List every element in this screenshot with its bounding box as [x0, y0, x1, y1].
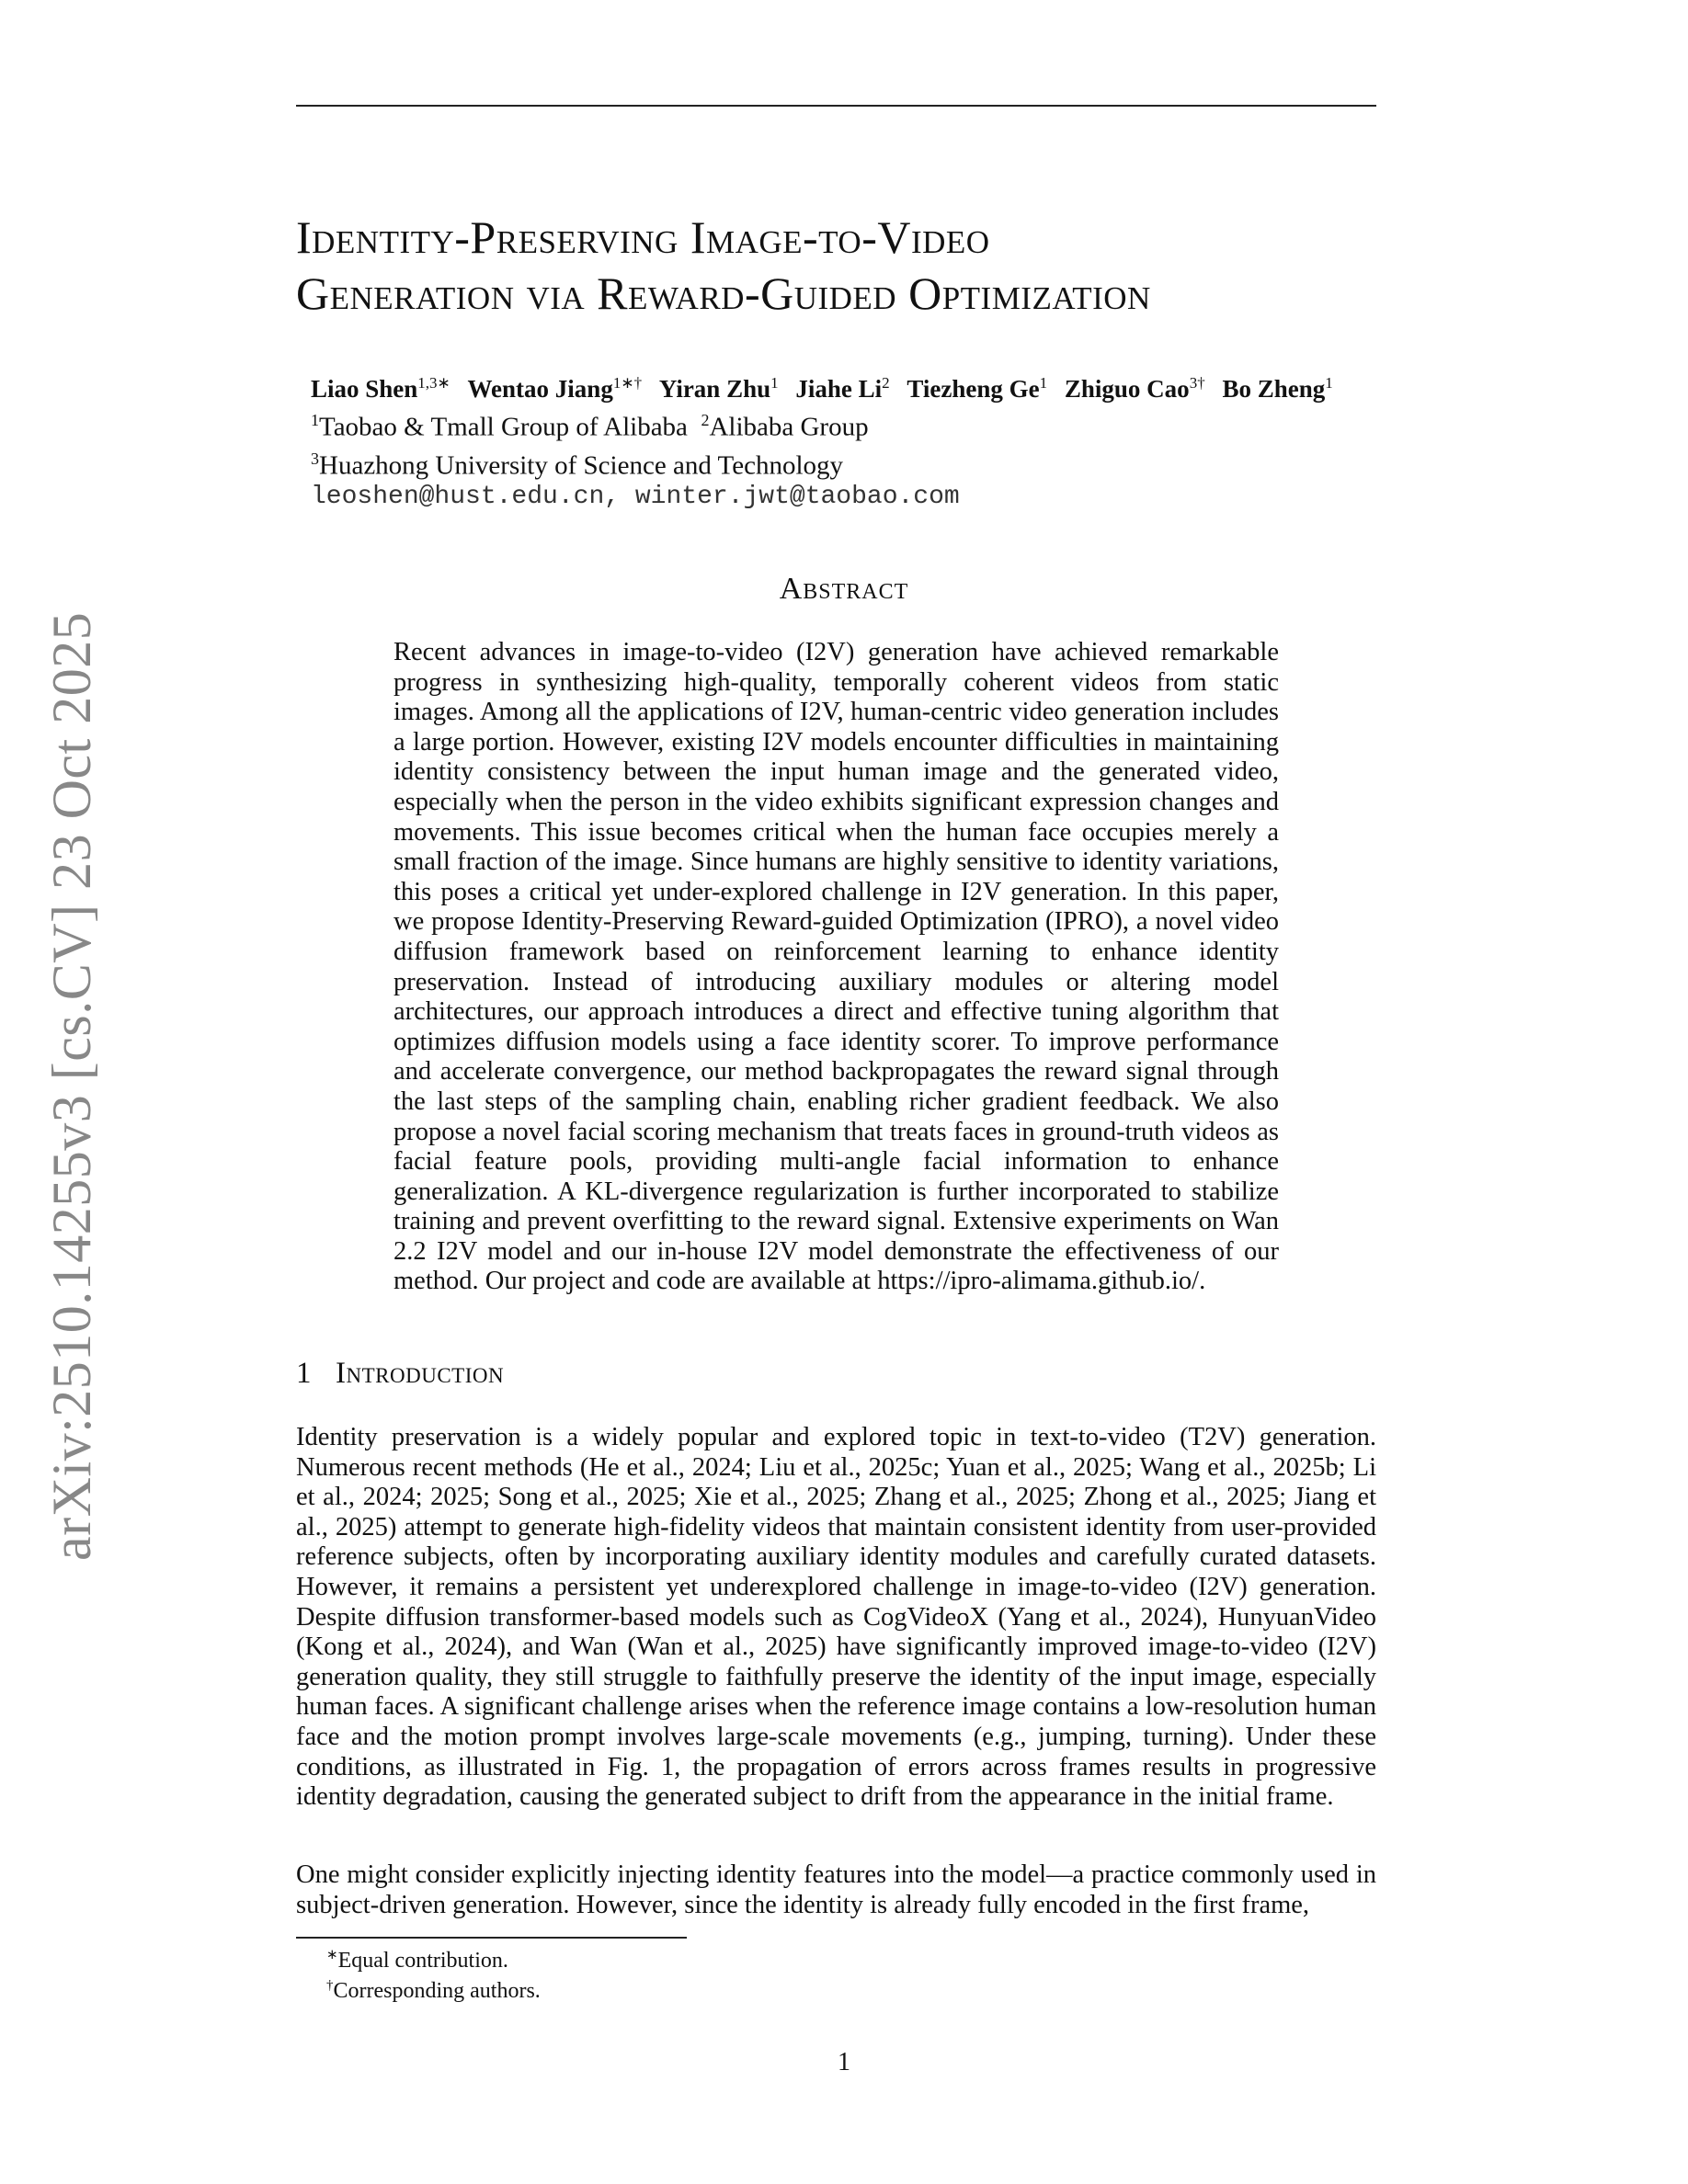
footnote-rule [296, 1937, 687, 1939]
footnote-2: †Corresponding authors. [326, 1978, 541, 2003]
intro-paragraph-1: Identity preservation is a widely popular and explored topic in text-to-video (T2V) generation. Numerous recent methods (He et al., 2024; Liu et al., 2025c; Yuan et al., 2025; Wang et al., 2025b; Li et al., 2024; 2025; Song et al., 2025; Xie et al., 2025; Zhang et al., 2025; Zhong et al., 2025; Jiang et al., 2025) attempt to generate high-fidelity videos that maintain consistent identity from user-provided reference subjects, often by incorporating auxiliary identity modules and carefully curated datasets. However, it remains a persistent yet underexplored challenge in image-to-video (I2V) generation. Despite diffusion transformer-based models such as CogVideoX (Yang et al., 2024), HunyuanVideo (Kong et al., 2024), and Wan (Wan et al., 2025) have significantly improved image-to-video (I2V) generation quality, they still struggle to faithfully preserve the identity of the input image, especially human faces. A significant challenge arises when the reference image contains a low-resolution human face and the motion prompt involves large-scale movements (e.g., jumping, turning). Under these conditions, as illustrated in Fig. 1, the propagation of errors across frames results in progressive identity degradation, causing the generated subject to drift from the appearance in the initial frame. [296, 1423, 1376, 1812]
affiliation-line-2: $^3$Huazhong University of Science and Technology [311, 449, 844, 481]
arxiv-stamp: arXiv:2510.14255v3 [cs.CV] 23 Oct 2025 [41, 611, 102, 1561]
author: Jiahe Li$^2$ [795, 374, 890, 403]
abstract-heading: Abstract [779, 572, 909, 606]
author: Zhiguo Cao$^{3\dagger}$ [1064, 374, 1205, 403]
author-block [311, 368, 1344, 514]
abstract-text: Recent advances in image-to-video (I2V) generation have achieved remarkable progress in synthesizing high-quality, temporally coherent videos from static images. Among all the applications of I2V, human-centric video generation includes a large portion. However, existing I2V models encounter difficulties in maintaining identity consistency between the input human image and the generated video, especially when the person in the video exhibits significant expression changes and movements. This issue becomes critical when the human face occupies merely a small fraction of the image. Since humans are highly sensitive to identity variations, this poses a critical yet under-explored challenge in I2V generation. In this paper, we propose Identity-Preserving Reward-guided Optimization (IPRO), a novel video diffusion framework based on reinforcement learning to enhance identity preservation. Instead of introducing auxiliary modules or altering model architectures, our approach introduces a direct and effective tuning algorithm that optimizes diffusion models using a face identity scorer. To improve performance and accelerate convergence, our method backpropagates the reward signal through the last steps of the sampling chain, enabling richer gradient feedback. We also propose a novel facial scoring mechanism that treats faces in ground-truth videos as facial feature pools, providing multi-angle facial information to enhance generalization. A KL-divergence regularization is further incorporated to stabilize training and prevent overfitting to the reward signal. Extensive experiments on Wan 2.2 I2V model and our in-house I2V model demonstrate the effectiveness of our method. Our project and code are available at https://ipro-alimama.github.io/. [393, 638, 1279, 1296]
author: Yiran Zhu$^1$ [658, 374, 779, 403]
section-heading-introduction: 1 Introduction [296, 1357, 505, 1390]
author-list [311, 368, 1344, 404]
title-line-2: Generation via Reward-Guided Optimization [296, 267, 1151, 319]
footnote-1: ∗Equal contribution. [326, 1948, 508, 1973]
author: Liao Shen$^{1,3∗}$ [311, 374, 451, 403]
title-line-1: Identity-Preserving Image-to-Video [296, 211, 990, 263]
intro-paragraph-2: One might consider explicitly injecting identity features into the model—a practice commonly used in subject-driven generation. However, since the identity is already fully encoded in the first frame, [296, 1860, 1376, 1919]
author: Bo Zheng$^1$ [1222, 374, 1333, 403]
affiliation-line-1: $^1$Taobao & Tmall Group of Alibaba $^2$Alibaba Group [311, 411, 869, 442]
paper-title [296, 210, 1381, 322]
author: Tiezheng Ge$^1$ [907, 374, 1048, 403]
page-number: 1 [838, 2048, 850, 2076]
author-emails: leoshen@hust.edu.cn, winter.jwt@taobao.com [311, 483, 960, 512]
author: Wentao Jiang$^{1∗\dagger}$ [467, 374, 643, 403]
header-rule [296, 105, 1376, 107]
